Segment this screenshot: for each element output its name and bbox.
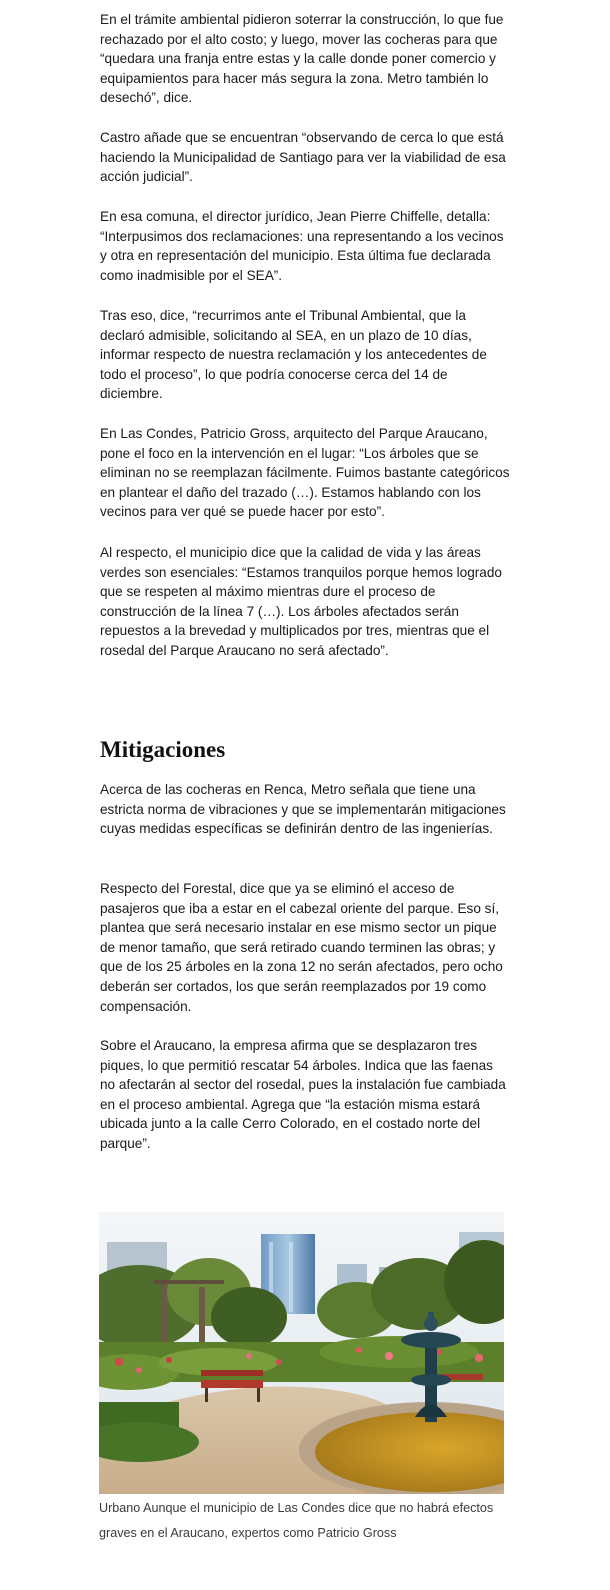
section-heading: Mitigaciones xyxy=(100,737,226,762)
park-photo xyxy=(99,1212,504,1494)
article-paragraph: Castro añade que se encuentran “observando de cerca lo que está haciendo la Municipalidad de Santiago para ver la viabilidad de esa acción judicial”. xyxy=(100,130,506,185)
article-paragraph: Al respecto, el municipio dice que la calidad de vida y las áreas verdes son esenciales: “Estamos tranquilos porque hemos logrado que se respeten al máximo mientras dure el proceso de construcción de la línea 7 (…). Los árboles afectados serán repuestos a la brevedad y multiplicados por tres, mientras que el rosedal del Parque Araucano no será afectado”. xyxy=(100,545,502,658)
article-paragraph: Sobre el Araucano, la empresa afirma que se desplazaron tres piques, lo que permitió rescatar 54 árboles. Indica que las faenas no afectarán al sector del rosedal, pues la instalación fue cambiada en el proceso ambiental. Agrega que “la estación misma estará ubicada junto a la calle Cerro Colorado, en el costado norte del parque”. xyxy=(100,1038,506,1151)
article-paragraph: Respecto del Forestal, dice que ya se eliminó el acceso de pasajeros que iba a estar en el cabezal oriente del parque. Eso sí, plantea que será necesario instalar en ese mismo sector un pique de menor tamaño, que será retirado cuando terminen las obras; y que de los 25 árboles en la zona 12 no serán afectados, pero ocho deberán ser cortados, los que serán reemplazados por 19 como compensación. xyxy=(100,881,503,1014)
figure-caption: Urbano Aunque el municipio de Las Condes dice que no habrá efectos graves en el Araucano, expertos como Patricio Gross xyxy=(99,1501,494,1540)
article-paragraph: En esa comuna, el director jurídico, Jean Pierre Chiffelle, detalla: “Interpusimos dos reclamaciones: una representando a los vecinos y otra en representación del municipio. Esta última fue declarada como inadmisible por el SEA”. xyxy=(100,209,504,283)
article-paragraph: Tras eso, dice, “recurrimos ante el Tribunal Ambiental, que la declaró admisible, solicitando al SEA, en un plazo de 10 días, informar respecto de nuestra reclamación y los antecedentes de todo el proceso”, lo que podría conocerse cerca del 14 de diciembre. xyxy=(100,308,487,402)
article-paragraph: Acerca de las cocheras en Renca, Metro señala que tiene una estricta norma de vibraciones y que se implementarán mitigaciones cuyas medidas específicas se definirán dentro de las ingenierías. xyxy=(100,782,506,837)
article-paragraph: En Las Condes, Patricio Gross, arquitecto del Parque Araucano, pone el foco en la intervención en el lugar: “Los árboles que se eliminan no se reemplazan fácilmente. Fuimos bastante categóricos en plantear el daño del trazado (…). Estamos hablando con los vecinos para ver qué se puede hacer por esto”. xyxy=(100,426,510,520)
article-paragraph: En el trámite ambiental pidieron soterrar la construcción, lo que fue rechazado por el alto costo; y luego, mover las cocheras para que “quedara una franja entre estas y la calle donde poner comercio y equipamientos para hacer más segura la zona. Metro también lo desechó”, dice. xyxy=(100,12,504,106)
